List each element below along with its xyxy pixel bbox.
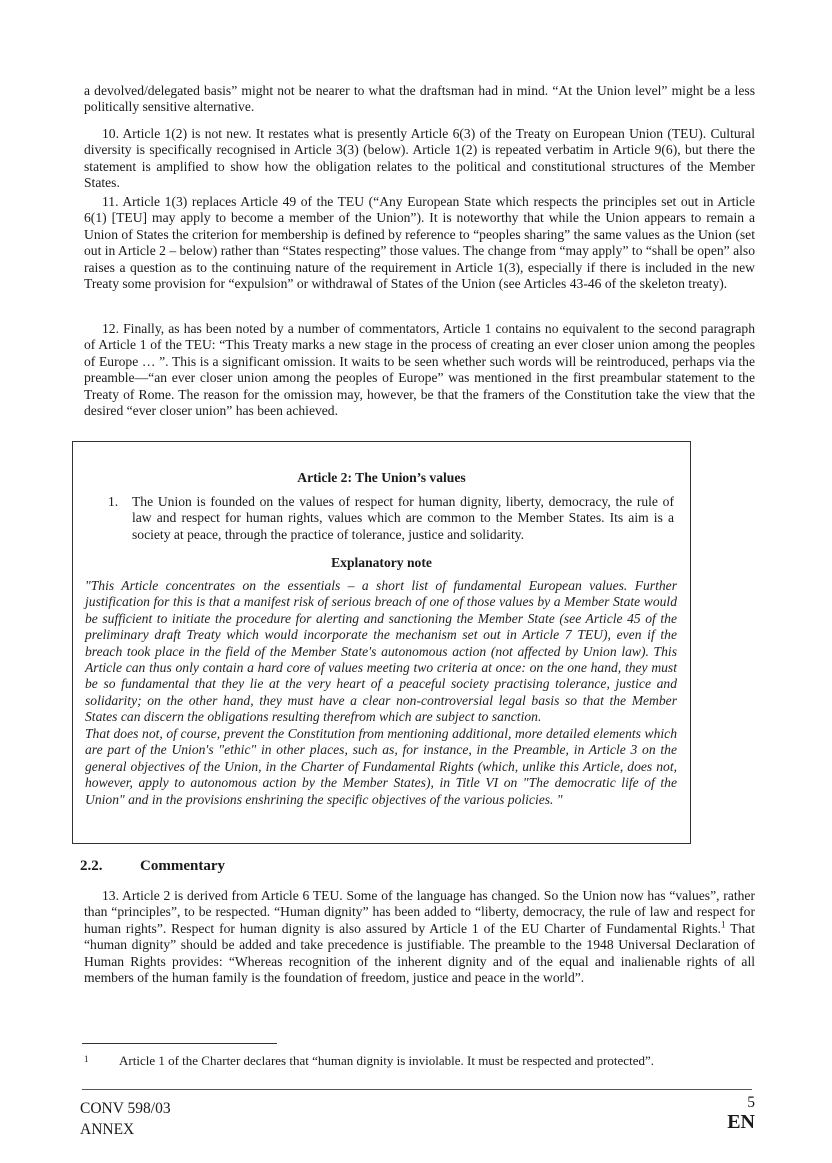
explanatory-note-paragraph-2: That does not, of course, prevent the Constitution from mentioning additional, more detailed elements which are part of the Union's "ethic" in other places, such as, for instance, in the Preamble, in Article 3 on the general objectives of the Union, in the Charter of Fundamental Rights (which, unlike this Article, does not, however, apply to autonomous action by the Member States), in Title VI on "The democratic life of the Union" and in the provisions enshrining the specific objectives of the various policies. " bbox=[85, 726, 677, 807]
explanatory-note-paragraph-1: "This Article concentrates on the essentials – a short list of fundamental European values. Further justification for this is that a manifest risk of serious breach of one of those values by a Member State would be sufficient to initiate the procedure for alerting and sanctioning the Member State (see Article 45 of the preliminary draft Treaty which would incorporate the mechanism set out in Article 7 TEU), even if the breach took place in the field of the Member State's autonomous action (not affected by Union law). This Article can thus only contain a hard core of values meeting two criteria at once: on the one hand, they must be so fundamental that they lie at the very heart of a peaceful society practising tolerance, justice and solidarity; on the other hand, they must have a clear non-controversial legal basis so that the Member States can discern the obligations resulting therefrom which are subject to sanction. bbox=[85, 578, 677, 725]
footnote-reference[interactable]: 1 bbox=[720, 919, 726, 930]
article-2-box bbox=[72, 441, 691, 844]
paragraph-13-text-cont: That “human dignity” should be added and take precedence is justifiable. The preamble to the 1948 Universal Declaration of Human Rights provides: “Whereas recognition of the inherent dignity and of the equal and inalienable rights of all members of the human family is the foundation of freedom, justice and peace in the world”. bbox=[84, 920, 755, 986]
section-title: Commentary bbox=[140, 858, 225, 874]
body-paragraph-12: 12. Finally, as has been noted by a number of commentators, Article 1 contains no equivalent to the second paragraph of Article 1 of the TEU: “This Treaty marks a new stage in the process of creating an ever closer union among the peoples of Europe … ”. This is a significant omission. It waits to be seen whether such words will be reintroduced, perhaps via the preamble—“an ever closer union among the peoples of Europe” was mentioned in the first preambular statement to the Treaty of Rome. The reason for the omission may, however, be that the framers of the Constitution take the view that the desired “ever closer union” has been achieved. bbox=[84, 321, 755, 419]
article-2-title: Article 2: The Union’s values bbox=[297, 470, 466, 485]
explanatory-note-title: Explanatory note bbox=[331, 555, 432, 570]
body-paragraph-11: 11. Article 1(3) replaces Article 49 of the TEU (“Any European State which respects the principles set out in Article 6(1) [TEU] may apply to become a member of the Union”). It is noteworthy that while the Union appears to remain a Union of States the criterion for membership is defined by reference to “peoples sharing” the same values as the Union (set out in Article 2 – below) rather than “States respecting” those values. The change from “may apply” to “shall be open” also raises a question as to the continuing nature of the requirement in Article 1(3), especially if there is included in the new Treaty some provision for “expulsion” or withdrawal of States of the Union (see Articles 43-46 of the skeleton treaty). bbox=[84, 194, 755, 292]
section-heading bbox=[80, 857, 225, 875]
annex-label: ANNEX bbox=[80, 1121, 135, 1138]
article-2-item-1 bbox=[108, 494, 674, 543]
footnote-marker: 1 bbox=[84, 1054, 89, 1064]
footer-rule bbox=[82, 1089, 752, 1090]
page-number: 5 bbox=[747, 1094, 755, 1111]
footnote-rule bbox=[82, 1043, 277, 1044]
document-reference bbox=[80, 1098, 171, 1140]
body-paragraph-10: 10. Article 1(2) is not new. It restates what is presently Article 6(3) of the Treaty on European Union (TEU). Cultural diversity is specifically recognised in Article 3(3) (below). Article 1(2) is repeated verbatim in Article 9(6), but there the statement is amplified to show how the obligation relates to the political and constitutional structures of the Member States. bbox=[84, 126, 755, 191]
footnote-text: Article 1 of the Charter declares that “human dignity is inviolable. It must be respected and protected”. bbox=[119, 1053, 654, 1068]
paragraph-13-text: 13. Article 2 is derived from Article 6 TEU. Some of the language has changed. So the Union now has “values”, rather than “principles”, to be respected. “Human dignity” has been added to “liberty, democracy, the rule of law and respect for human rights”. Respect for human dignity is also assured by Article 1 of the EU Charter of Fundamental Rights. bbox=[84, 888, 755, 936]
body-paragraph-continuation: a devolved/delegated basis” might not be nearer to what the draftsman had in mind. “At the Union level” might be a less politically sensitive alternative. bbox=[84, 83, 755, 115]
section-number: 2.2. bbox=[80, 858, 103, 874]
article-2-item-number: 1. bbox=[108, 494, 119, 509]
document-number: CONV 598/03 bbox=[80, 1100, 171, 1117]
body-paragraph-13 bbox=[84, 888, 755, 986]
article-2-item-text: The Union is founded on the values of respect for human dignity, liberty, democracy, the rule of law and respect for human rights, values which are common to the Member States. Its aim is a society at peace, through the practice of tolerance, justice and solidarity. bbox=[132, 494, 674, 542]
footnote bbox=[84, 1053, 754, 1069]
language-code: EN bbox=[727, 1111, 755, 1133]
